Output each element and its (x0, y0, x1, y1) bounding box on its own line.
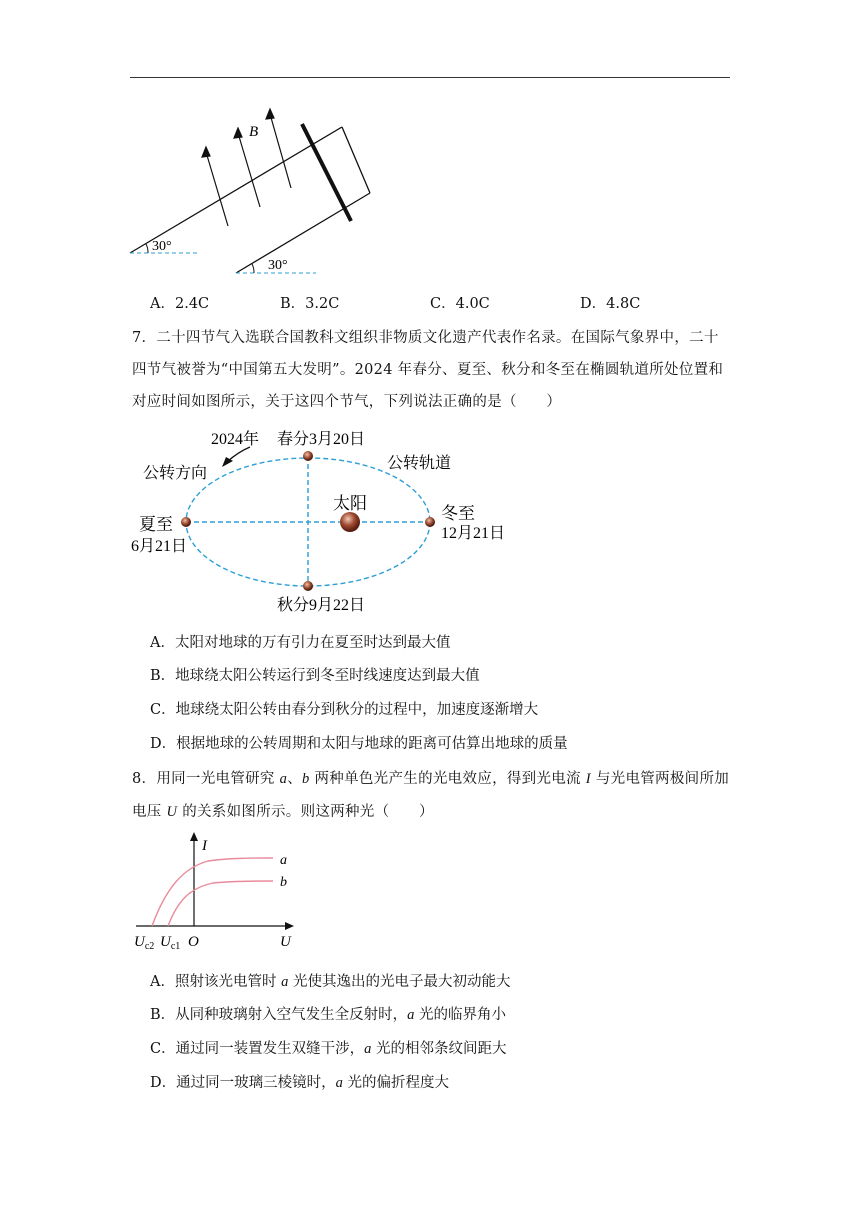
incline-end (342, 127, 370, 193)
lower-incline (236, 193, 370, 273)
q8-option-a: A．照射该光电管时 a 光使其逸出的光电子最大初动能大 (150, 974, 511, 990)
q8-option-d: D．通过同一玻璃三棱镜时，a 光的偏折程度大 (150, 1075, 449, 1091)
year-label: 2024年 (211, 431, 260, 448)
uc1-label: $U_{c1}$ (160, 934, 181, 952)
q6-option-d: D．4.8C (580, 296, 641, 312)
curve-a (152, 858, 273, 926)
q7-option-d: D．根据地球的公转周期和太阳与地球的距离可估算出地球的质量 (150, 736, 568, 752)
sun-label: 太阳 (333, 494, 367, 513)
autumn-label: 秋分9月22日 (277, 597, 366, 614)
spring-label: 春分3月20日 (277, 431, 366, 448)
earth-winter-icon (425, 517, 435, 527)
q6-option-c: C．4.0C (430, 296, 490, 312)
earth-autumn-icon (303, 581, 313, 591)
x-axis-arrow (285, 922, 294, 930)
q8-stem-line2: 电压 U 的关系如图所示。则这两种光（ ） (132, 804, 434, 820)
origin-label: O (188, 934, 199, 950)
q6-option-b: B．3.2C (280, 296, 340, 312)
q8-stem-line1: 8．用同一光电管研究 a、b 两种单色光产生的光电效应，得到光电流 I 与光电管两极间所加 (132, 771, 730, 787)
incline-figure (120, 90, 390, 280)
sun-icon (340, 512, 360, 532)
direction-label: 公转方向 (143, 465, 208, 482)
y-axis-arrow (190, 832, 198, 841)
lower-angle-arc (252, 264, 254, 273)
curve-b (168, 881, 273, 926)
q7-option-b: B．地球绕太阳公转运行到冬至时线速度达到最大值 (150, 668, 480, 684)
q7-stem-line3: 对应时间如图所示，关于这四个节气，下列说法正确的是（ ） (132, 394, 562, 410)
photoelectric-graph (128, 828, 318, 953)
earth-summer-icon (181, 517, 191, 527)
q6-option-a: A．2.4C (150, 296, 210, 312)
y-axis-label: I (202, 838, 207, 854)
orbit-label: 公转轨道 (387, 455, 452, 472)
q7-stem-line2: 四节气被誉为“中国第五大发明”。2024 年春分、夏至、秋分和冬至在椭圆轨道所处位置和 (132, 362, 724, 378)
q8-option-b: B．从同种玻璃射入空气发生全反射时，a 光的临界角小 (150, 1007, 507, 1023)
header-rule (130, 77, 730, 78)
upper-angle-label: 30° (152, 239, 172, 254)
upper-angle-arc (146, 244, 148, 253)
uc2-label: $U_{c2}$ (134, 934, 155, 952)
orbit-figure (125, 420, 525, 620)
q7-option-c: C．地球绕太阳公转由春分到秋分的过程中，加速度逐渐增大 (150, 702, 539, 718)
winter-date: 12月21日 (441, 525, 506, 542)
conductor-rod (302, 124, 351, 221)
winter-name: 冬至 (441, 504, 475, 523)
q7-option-a: A．太阳对地球的万有引力在夏至时达到最大值 (150, 635, 451, 651)
q7-stem-line1: 7．二十四节气入选联合国教科文组织非物质文化遗产代表作名录。在国际气象界中，二十 (132, 330, 719, 346)
curve-a-label: a (280, 853, 287, 868)
field-lines (202, 109, 291, 226)
upper-incline (130, 127, 342, 253)
x-axis-label: U (280, 934, 291, 950)
q8-option-c: C．通过同一装置发生双缝干涉，a 光的相邻条纹间距大 (150, 1041, 507, 1057)
earth-spring-icon (303, 451, 313, 461)
summer-date: 6月21日 (131, 538, 188, 555)
curve-b-label: b (280, 875, 287, 890)
summer-name: 夏至 (139, 515, 173, 534)
field-label-b: B (249, 124, 259, 140)
lower-angle-label: 30° (268, 258, 288, 273)
